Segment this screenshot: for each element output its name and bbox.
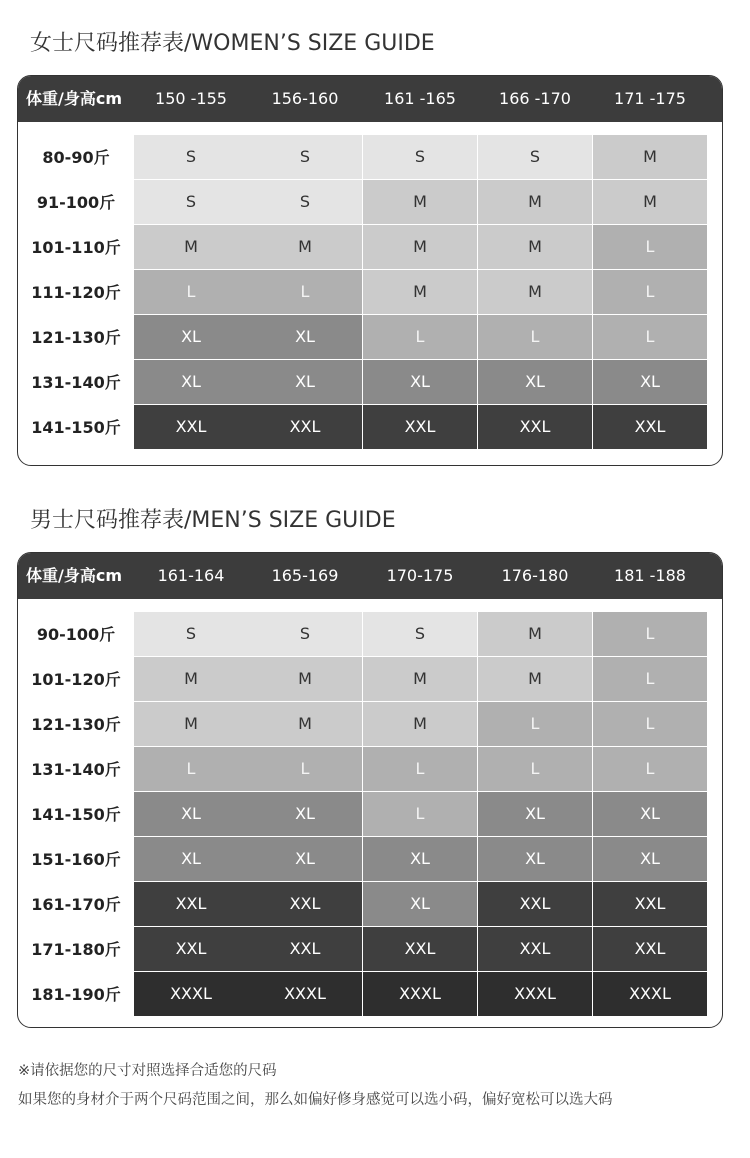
men-size-cell: L [134, 747, 248, 791]
note-line-2: 如果您的身材介于两个尺码范围之间，那么如偏好修身感觉可以选小码，偏好宽松可以选大码 [18, 1092, 613, 1108]
men-size-cell: XXXL [478, 972, 592, 1016]
table-row [18, 405, 722, 450]
women-guide-title: 女士尺码推荐表/WOMEN’S SIZE GUIDE [30, 31, 435, 56]
women-size-cell: L [593, 225, 707, 269]
women-height-header: 156-160 [271, 89, 339, 108]
men-size-cell: XL [363, 882, 477, 926]
women-size-cell: XXL [593, 405, 707, 449]
men-size-cell: XXL [248, 882, 362, 926]
men-size-cell: M [363, 702, 477, 746]
men-weight-label: 101-120斤 [31, 670, 121, 689]
men-size-cell: XXL [593, 927, 707, 971]
men-height-header: 181 -188 [614, 566, 686, 585]
women-size-cell: S [363, 135, 477, 179]
table-row [18, 747, 722, 792]
table-row [18, 657, 722, 702]
men-height-header: 170-175 [386, 566, 454, 585]
women-size-cell: L [478, 315, 592, 359]
women-height-header: 171 -175 [614, 89, 686, 108]
men-size-cell: L [593, 702, 707, 746]
men-size-cell: XL [478, 837, 592, 881]
table-row [18, 315, 722, 360]
men-corner-label: 体重/身高cm [26, 566, 123, 585]
men-size-cell: M [248, 657, 362, 701]
women-size-cell: S [134, 135, 248, 179]
table-row [18, 360, 722, 405]
women-weight-label: 80-90斤 [42, 148, 110, 167]
men-size-cell: L [478, 702, 592, 746]
table-row [18, 882, 722, 927]
women-size-cell: S [134, 180, 248, 224]
men-size-cell: XXL [363, 927, 477, 971]
women-corner-label: 体重/身高cm [26, 89, 123, 108]
women-height-header: 166 -170 [499, 89, 571, 108]
women-size-cell: L [593, 315, 707, 359]
women-size-cell: S [248, 180, 362, 224]
men-size-cell: XXXL [593, 972, 707, 1016]
men-size-cell: L [593, 612, 707, 656]
men-size-cell: XXL [478, 882, 592, 926]
men-weight-label: 90-100斤 [36, 625, 116, 644]
women-weight-label: 101-110斤 [31, 238, 121, 257]
table-row [18, 702, 722, 747]
note-line-1: ※请依据您的尺寸对照选择合适您的尺码 [18, 1063, 277, 1079]
table-row [18, 792, 722, 837]
women-size-cell: L [248, 270, 362, 314]
men-size-cell: XL [134, 837, 248, 881]
women-size-cell: XXL [134, 405, 248, 449]
table-row [18, 837, 722, 882]
men-size-cell: L [478, 747, 592, 791]
women-size-cell: L [134, 270, 248, 314]
women-size-cell: M [593, 180, 707, 224]
men-size-cell: M [363, 657, 477, 701]
women-size-cell: M [593, 135, 707, 179]
men-weight-label: 141-150斤 [31, 805, 121, 824]
men-size-cell: S [363, 612, 477, 656]
men-size-cell: S [248, 612, 362, 656]
men-size-cell: M [478, 612, 592, 656]
men-guide-title: 男士尺码推荐表/MEN’S SIZE GUIDE [30, 508, 396, 533]
men-size-cell: L [363, 747, 477, 791]
women-height-header: 150 -155 [155, 89, 227, 108]
women-size-cell: M [478, 270, 592, 314]
women-weight-label: 111-120斤 [31, 283, 121, 302]
men-size-cell: XXL [248, 927, 362, 971]
men-height-header: 161-164 [157, 566, 225, 585]
men-weight-label: 121-130斤 [31, 715, 121, 734]
men-size-cell: XXXL [248, 972, 362, 1016]
women-size-cell: XXL [363, 405, 477, 449]
men-size-cell: M [478, 657, 592, 701]
men-table-header [18, 553, 722, 599]
men-size-cell: M [134, 702, 248, 746]
men-size-cell: XXL [134, 927, 248, 971]
women-size-cell: S [478, 135, 592, 179]
men-size-table [17, 552, 723, 1028]
women-size-cell: M [478, 225, 592, 269]
men-size-cell: XL [134, 792, 248, 836]
women-size-cell: XXL [248, 405, 362, 449]
women-size-cell: XL [134, 360, 248, 404]
women-size-cell: M [248, 225, 362, 269]
men-size-cell: XL [248, 792, 362, 836]
women-weight-label: 121-130斤 [31, 328, 121, 347]
women-weight-label: 131-140斤 [31, 373, 121, 392]
women-size-cell: M [363, 180, 477, 224]
table-row [18, 225, 722, 270]
men-size-cell: XL [593, 837, 707, 881]
men-size-cell: M [134, 657, 248, 701]
men-weight-label: 181-190斤 [31, 985, 121, 1004]
men-size-cell: XXL [134, 882, 248, 926]
men-size-cell: XL [478, 792, 592, 836]
women-size-cell: M [363, 270, 477, 314]
women-weight-label: 91-100斤 [36, 193, 116, 212]
table-row [18, 927, 722, 972]
table-row [18, 972, 722, 1017]
men-weight-label: 131-140斤 [31, 760, 121, 779]
men-size-cell: L [248, 747, 362, 791]
men-size-cell: L [593, 747, 707, 791]
men-height-header: 165-169 [271, 566, 339, 585]
table-row [18, 135, 722, 180]
women-size-cell: XL [134, 315, 248, 359]
men-weight-label: 151-160斤 [31, 850, 121, 869]
table-row [18, 612, 722, 657]
men-size-cell: XL [248, 837, 362, 881]
men-size-cell: XXXL [363, 972, 477, 1016]
men-size-cell: XL [593, 792, 707, 836]
women-size-cell: XL [478, 360, 592, 404]
men-size-cell: L [593, 657, 707, 701]
men-size-cell: XXL [593, 882, 707, 926]
men-size-cell: L [363, 792, 477, 836]
women-size-cell: XL [593, 360, 707, 404]
women-size-cell: XL [248, 360, 362, 404]
men-weight-label: 161-170斤 [31, 895, 121, 914]
women-size-cell: M [134, 225, 248, 269]
women-size-cell: XL [248, 315, 362, 359]
women-size-cell: M [363, 225, 477, 269]
women-size-table [17, 75, 723, 466]
table-row [18, 270, 722, 315]
women-size-cell: L [593, 270, 707, 314]
men-size-cell: S [134, 612, 248, 656]
women-weight-label: 141-150斤 [31, 418, 121, 437]
women-height-header: 161 -165 [384, 89, 456, 108]
men-weight-label: 171-180斤 [31, 940, 121, 959]
men-height-header: 176-180 [501, 566, 569, 585]
women-size-cell: XXL [478, 405, 592, 449]
women-size-cell: S [248, 135, 362, 179]
men-size-cell: XL [363, 837, 477, 881]
women-table-header [18, 76, 722, 122]
women-size-cell: XL [363, 360, 477, 404]
table-row [18, 180, 722, 225]
men-size-cell: XXXL [134, 972, 248, 1016]
men-size-cell: M [248, 702, 362, 746]
men-size-cell: XXL [478, 927, 592, 971]
women-size-cell: L [363, 315, 477, 359]
women-size-cell: M [478, 180, 592, 224]
